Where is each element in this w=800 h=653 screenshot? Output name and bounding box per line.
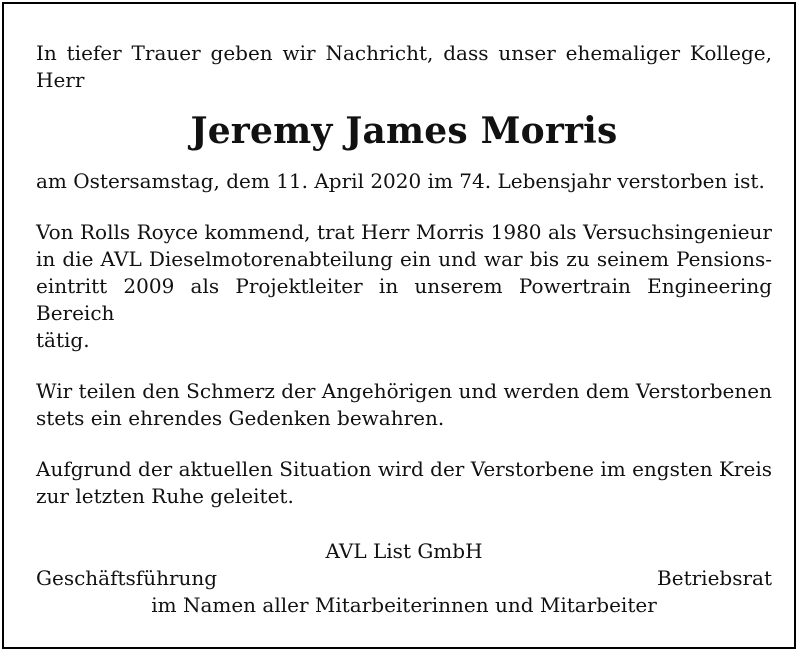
career-line: tätig. — [36, 328, 90, 352]
burial-line: zur letzten Ruhe geleitet. — [36, 484, 294, 508]
notice-content — [36, 40, 772, 619]
career-line: Von Rolls Royce kommend, trat Herr Morris 1980 als Versuchsingenieur — [36, 220, 772, 244]
burial-line: Aufgrund der aktuellen Situation wird der Verstorbene im engsten Kreis — [36, 457, 772, 481]
career-paragraph — [36, 219, 772, 354]
condolence-line: Wir teilen den Schmerz der Angehörigen und werden dem Verstorbenen — [36, 379, 772, 403]
condolence-line: stets ein ehrendes Gedenken bewahren. — [36, 406, 445, 430]
death-date-line: am Ostersamstag, dem 11. April 2020 im 74. Lebensjahr verstorben ist. — [36, 169, 765, 193]
career-line: eintritt 2009 als Projektleiter in unserem Powertrain Engineering Bereich — [36, 274, 772, 325]
company-name: AVL List GmbH — [325, 539, 483, 563]
intro-paragraph — [36, 40, 772, 94]
on-behalf-line: im Namen aller Mitarbeiterinnen und Mitarbeiter — [151, 593, 657, 617]
signatory-management: Geschäftsführung — [36, 566, 218, 590]
obituary-notice — [2, 2, 796, 649]
career-line: in die AVL Dieselmotorenabteilung ein und war bis zu seinem Pensions- — [36, 247, 772, 271]
deceased-name: Jeremy James Morris — [190, 110, 618, 152]
burial-paragraph — [36, 456, 772, 510]
signatory-works-council: Betriebsrat — [657, 566, 772, 590]
condolence-paragraph — [36, 378, 772, 432]
intro-line-2: Herr — [36, 68, 85, 92]
intro-line-1: In tiefer Trauer geben wir Nachricht, dass unser ehemaliger Kollege, — [36, 41, 772, 65]
signatories-row — [36, 565, 772, 592]
